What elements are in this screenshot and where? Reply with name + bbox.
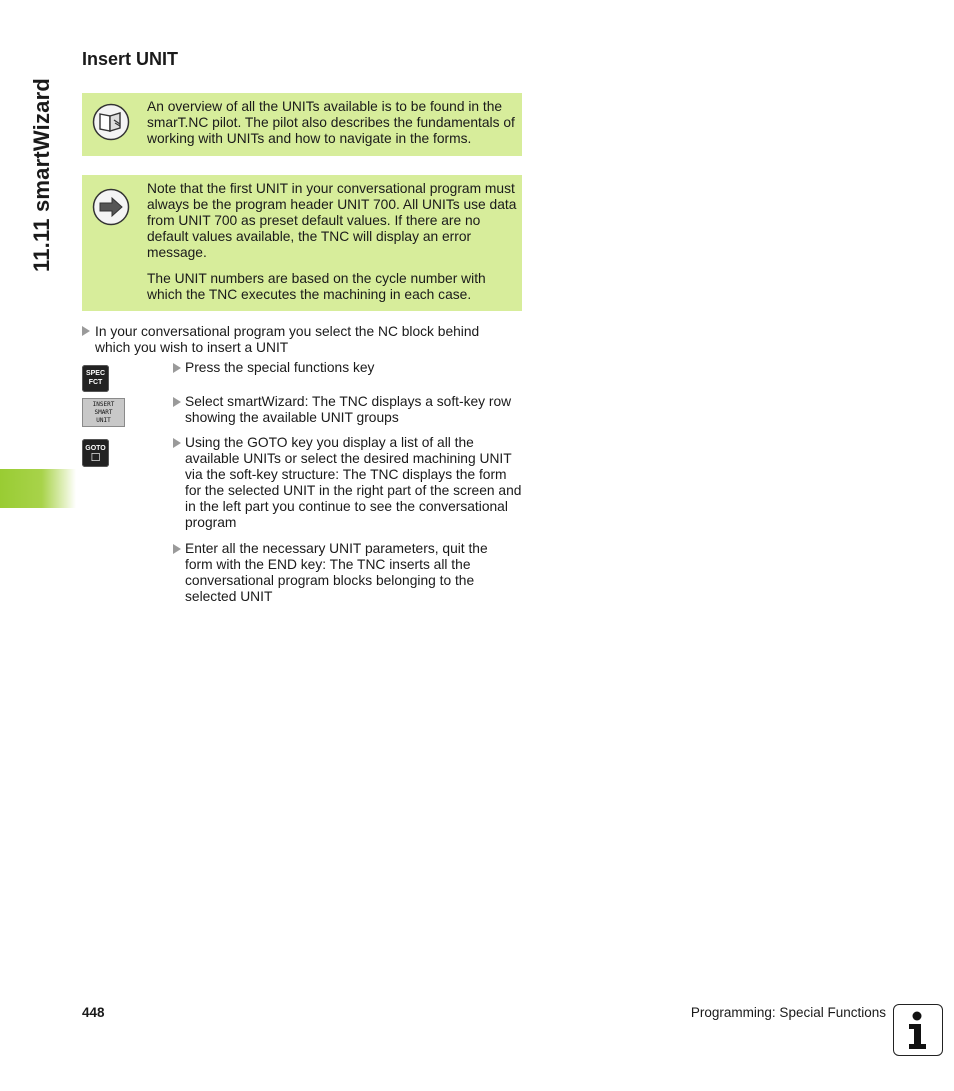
spec-fct-key-icon xyxy=(82,365,109,392)
step-text-content: Select smartWizard: The TNC displays a soft-key row showing the available UNIT groups xyxy=(185,394,512,425)
note-box-manual xyxy=(82,93,522,156)
note-box-warning xyxy=(82,175,522,311)
key-symbol: ☐ xyxy=(90,452,101,464)
goto-key-icon xyxy=(82,439,109,467)
step-text: Using the GOTO key you display a list of all the available UNITs or select the desired machining UNIT via the soft-key structure: The TNC displays the form for the selected UNIT in the right part of the screen and in the left part you continue to see the conversational program xyxy=(185,435,522,530)
bullet-triangle-icon xyxy=(173,544,181,554)
arrow-right-icon xyxy=(92,188,130,226)
info-icon xyxy=(893,1004,943,1056)
chapter-tab-marker xyxy=(0,469,76,508)
bullet-triangle-icon xyxy=(82,326,90,336)
note-text xyxy=(147,181,517,303)
bullet-triangle-icon xyxy=(173,438,181,448)
note-paragraph: Note that the first UNIT in your conversational program must always be the program header UNIT 700. All UNITs use data from UNIT 700 as preset default values. If there are no default values available, the TNC will display an error message. xyxy=(147,181,517,260)
step-text xyxy=(185,394,525,426)
step-text: Press the special functions key xyxy=(185,360,375,375)
chapter-side-title: 11.11 smartWizard xyxy=(29,78,54,272)
softkey-label: UNIT xyxy=(96,417,111,424)
page-number: 448 xyxy=(82,1005,105,1020)
insert-smart-unit-softkey-icon xyxy=(82,398,125,427)
key-label: SPEC xyxy=(85,370,106,377)
info-glyph xyxy=(894,1005,941,1054)
manual-book-icon xyxy=(92,103,130,141)
step-intro: In your conversational program you select the NC block behind which you wish to insert a UNIT xyxy=(95,324,480,355)
note-text xyxy=(147,99,517,147)
footer-chapter-name: Programming: Special Functions xyxy=(690,1005,886,1020)
bullet-triangle-icon xyxy=(173,363,181,373)
softkey-label: INSERT xyxy=(92,401,115,408)
bullet-triangle-icon xyxy=(173,397,181,407)
note-paragraph: The UNIT numbers are based on the cycle number with which the TNC executes the machining in each case. xyxy=(147,271,486,302)
section-heading: Insert UNIT xyxy=(82,49,179,69)
key-label: FCT xyxy=(88,379,103,386)
softkey-label: SMART xyxy=(94,409,113,416)
key-label: GOTO xyxy=(85,445,106,452)
step-text: Enter all the necessary UNIT parameters, quit the form with the END key: The TNC inserts all the conversational program blocks belonging to the selected UNIT xyxy=(185,541,488,604)
note-paragraph: An overview of all the UNITs available is to be found in the smarT.NC pilot. The pilot also describes the fundamentals of working with UNITs and how to navigate in the forms. xyxy=(147,99,515,146)
